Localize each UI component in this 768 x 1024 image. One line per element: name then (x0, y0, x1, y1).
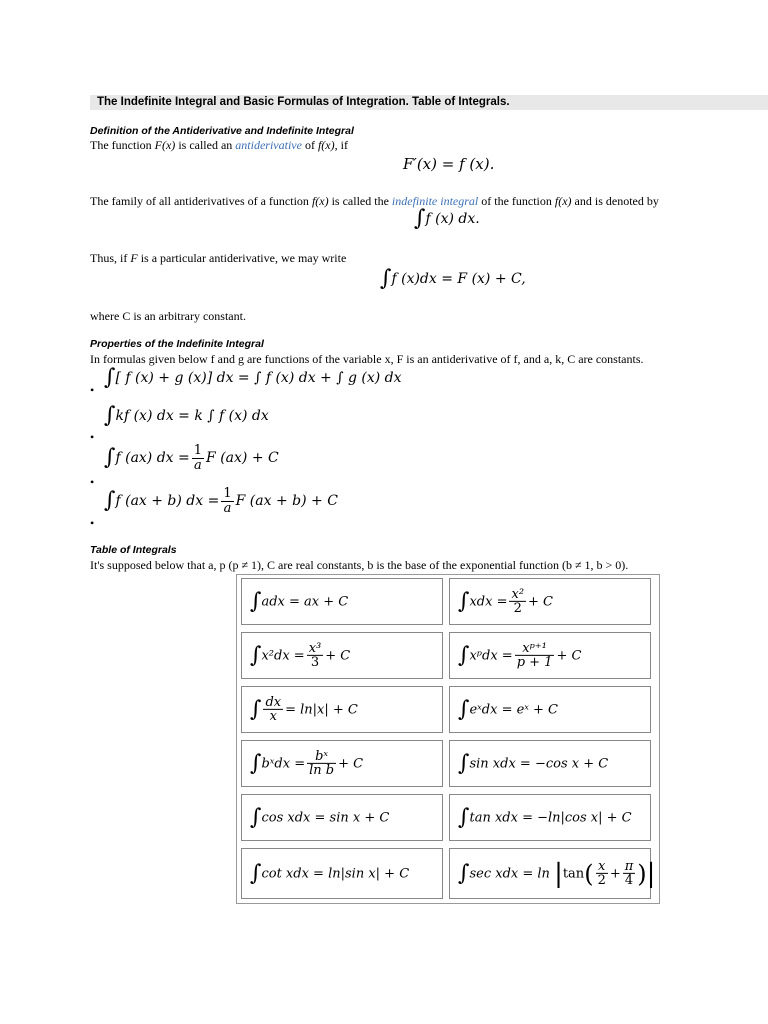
text: + C (325, 648, 351, 663)
abs-bar-icon: | (646, 858, 656, 889)
table-cell (241, 578, 443, 625)
table-cell (449, 794, 651, 841)
numerator: π (624, 858, 634, 874)
text: f (x)dx = F (x) + C, (391, 271, 526, 287)
text: kf (x) dx = k ∫ f (x) dx (115, 408, 269, 424)
text: of (301, 138, 318, 152)
section-heading-definition: Definition of the Antiderivative and Indefinite Integral (90, 125, 354, 137)
text: eˣdx = eˣ + C (469, 702, 558, 717)
formula (250, 641, 350, 669)
text: f (x) dx. (425, 211, 480, 227)
text: The function (90, 138, 155, 152)
integral-sign-icon: ∫ (250, 804, 262, 830)
fraction (515, 641, 555, 669)
denominator: 2 (513, 601, 522, 616)
integral-sign-icon: ∫ (104, 488, 116, 514)
text: + (609, 866, 621, 881)
fraction (263, 695, 283, 723)
text: cos xdx = sin x + C (261, 810, 390, 825)
properties-paragraph: In formulas given below f and g are functions of the variable x, F is an antiderivative of f, and a, k, C are constants. (90, 352, 644, 366)
indefinite-integral-link[interactable]: indefinite integral (391, 194, 479, 208)
formula (458, 750, 609, 776)
text: tan (562, 866, 585, 881)
bullet-icon: • (90, 475, 95, 489)
text: xᵖdx = (469, 648, 513, 663)
integral-sign-icon: ∫ (380, 266, 392, 291)
formula (458, 859, 655, 887)
formula (250, 749, 363, 777)
text: f(x) (311, 194, 329, 208)
numerator: xᵖ⁺¹ (515, 641, 555, 656)
text: F (ax + b) + C (235, 493, 338, 510)
denominator: a (223, 500, 232, 516)
fraction (307, 749, 336, 777)
fraction (596, 859, 608, 887)
table-cell (241, 632, 443, 679)
integral-sign-icon: ∫ (458, 588, 470, 614)
numerator: dx (265, 694, 282, 710)
integral-sign-icon: ∫ (250, 750, 262, 776)
numerator: 1 (193, 443, 203, 458)
table-cell (241, 848, 443, 899)
text: F(x) (154, 138, 176, 152)
text: F (ax) + C (206, 450, 279, 467)
integral-sign-icon: ∫ (104, 403, 116, 428)
property-constant-multiple (104, 405, 269, 427)
property-scaled (104, 444, 279, 472)
integral-sign-icon: ∫ (458, 696, 470, 722)
paren-icon: ) (637, 859, 647, 888)
integral-sign-icon: ∫ (104, 445, 116, 471)
formula (458, 641, 581, 669)
section-heading-table: Table of Integrals (90, 544, 177, 556)
text: Thus, if (90, 251, 131, 265)
integral-sign-icon: ∫ (250, 588, 262, 614)
table-cell (241, 686, 443, 733)
text: The family of all antiderivatives of a function (90, 194, 312, 208)
text: is called an (175, 138, 236, 152)
text: tan xdx = −ln|cos x| + C (469, 810, 632, 825)
fraction (623, 859, 636, 887)
denominator: a (194, 457, 202, 473)
table-cell (449, 632, 651, 679)
text: [ f (x) + g (x)] dx = ∫ f (x) dx + ∫ g (x) dx (115, 370, 402, 386)
numerator: x² (511, 586, 525, 602)
table-cell (241, 740, 443, 787)
text: f (ax + b) dx = (115, 493, 220, 510)
formula (250, 695, 358, 723)
denominator: p + 1 (516, 655, 553, 670)
antiderivative-link[interactable]: antiderivative (235, 138, 302, 152)
integral-sign-icon: ∫ (250, 696, 262, 722)
formula (458, 804, 632, 830)
text: cot xdx = ln|sin x| + C (261, 866, 410, 881)
page-title: The Indefinite Integral and Basic Formulas of Integration. Table of Integrals. (97, 96, 510, 108)
text: adx = ax + C (261, 594, 349, 609)
table-cell (449, 848, 656, 899)
formula (250, 804, 390, 830)
integral-sign-icon: ∫ (250, 860, 262, 886)
text: sin xdx = −cos x + C (469, 756, 609, 771)
family-paragraph (90, 194, 659, 209)
integrals-table (236, 574, 660, 904)
denominator: ln b (309, 763, 335, 778)
equation-indefinite-integral (414, 208, 480, 230)
table-cell (449, 686, 651, 733)
integral-sign-icon: ∫ (414, 206, 426, 231)
property-sum (104, 367, 402, 389)
constant-paragraph: where C is an arbitrary constant. (90, 309, 246, 323)
numerator: x³ (308, 640, 322, 656)
paren-icon: ( (584, 859, 594, 888)
integral-sign-icon: ∫ (458, 750, 470, 776)
integral-sign-icon: ∫ (104, 365, 116, 390)
table-cell (241, 794, 443, 841)
equation-general (380, 268, 526, 290)
text: , if (334, 138, 348, 152)
text: f(x) (554, 194, 572, 208)
bullet-icon: • (90, 383, 95, 397)
integral-sign-icon: ∫ (250, 642, 262, 668)
text: f (ax) dx = (115, 450, 190, 467)
text: = ln|x| + C (285, 702, 358, 717)
numerator: 1 (223, 486, 232, 501)
fraction (307, 641, 324, 669)
denominator: 2 (597, 873, 606, 888)
integral-sign-icon: ∫ (458, 804, 470, 830)
table-cell (449, 578, 651, 625)
text: F (130, 251, 138, 265)
text: + C (556, 648, 582, 663)
bullet-icon: • (90, 430, 95, 444)
formula (250, 588, 349, 614)
fraction (509, 587, 526, 615)
denominator: 4 (624, 873, 634, 888)
numerator: x (596, 859, 608, 874)
table-cell (449, 740, 651, 787)
text: and is denoted by (571, 194, 659, 208)
text: + C (528, 594, 554, 609)
section-heading-properties: Properties of the Indefinite Integral (90, 338, 264, 350)
table-intro-paragraph: It's supposed below that a, p (p ≠ 1), C are real constants, b is the base of the exponential function (b ≠ 1, b > 0). (90, 558, 629, 572)
fraction (192, 444, 204, 472)
text: + C (338, 756, 364, 771)
denominator: x (269, 709, 277, 724)
bullet-icon: • (90, 516, 95, 530)
denominator: 3 (310, 655, 320, 670)
numerator: bˣ (307, 749, 336, 764)
text: is a particular antiderivative, we may write (137, 251, 347, 265)
fraction (221, 487, 233, 515)
thus-paragraph (90, 251, 346, 266)
integral-sign-icon: ∫ (458, 860, 470, 886)
text: sec xdx = ln (469, 866, 550, 881)
equation-antiderivative: F′(x) = f (x). (403, 155, 495, 173)
formula (250, 860, 410, 886)
definition-paragraph (90, 138, 348, 153)
text: f(x) (317, 138, 335, 152)
integral-sign-icon: ∫ (458, 642, 470, 668)
text: xdx = (469, 594, 508, 609)
text: is called the (328, 194, 392, 208)
abs-bar-icon: | (554, 858, 563, 889)
formula (458, 696, 558, 722)
text: x²dx = (261, 648, 305, 663)
property-linear (104, 487, 338, 515)
text: of the function (478, 194, 555, 208)
text: bˣdx = (261, 756, 306, 771)
formula (458, 587, 553, 615)
